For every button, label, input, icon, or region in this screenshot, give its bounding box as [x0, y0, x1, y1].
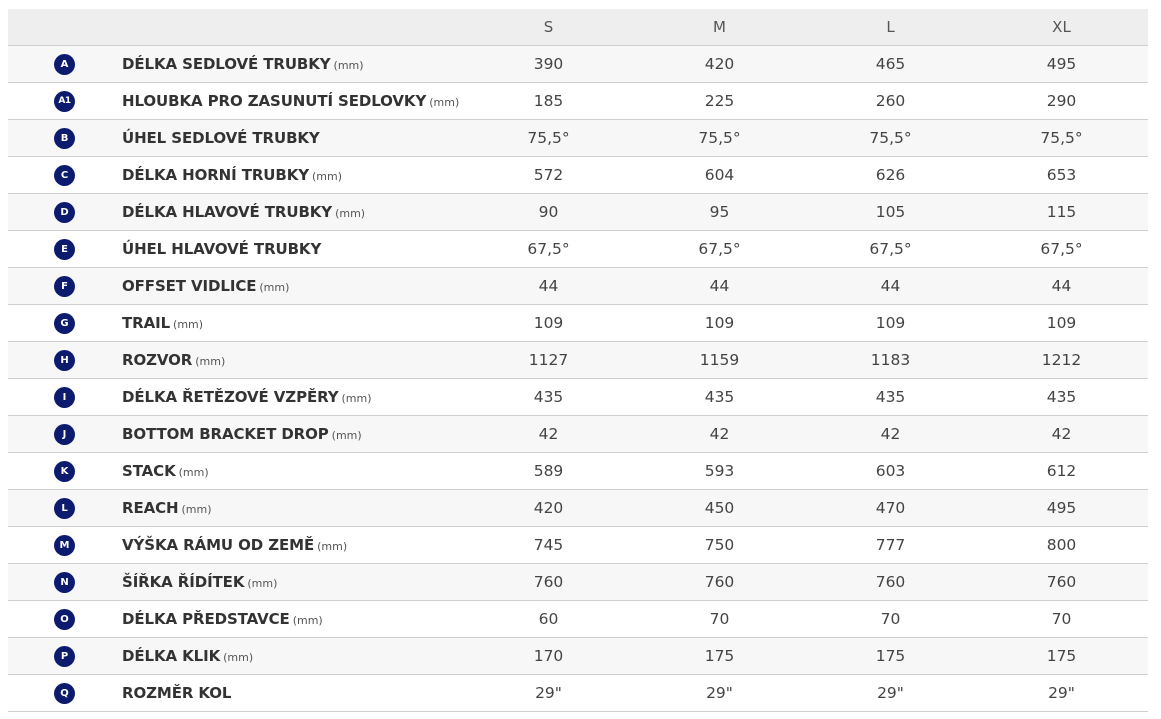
- measurement-badge: F: [54, 276, 75, 297]
- measurement-name: DÉLKA KLIK: [122, 647, 221, 665]
- value-cell-s: 572: [533, 166, 564, 184]
- value-cell-xl: 175: [1046, 647, 1077, 665]
- measurement-unit: (mm): [341, 392, 372, 405]
- table-row: [8, 230, 1148, 267]
- measurement-label: [122, 231, 324, 267]
- measurement-label: [122, 268, 289, 304]
- value-cell-l: 465: [875, 55, 906, 73]
- measurement-label: [122, 527, 347, 563]
- value-cell-l: 105: [875, 203, 906, 221]
- measurement-unit: (mm): [333, 59, 364, 72]
- value-cell-l: 29": [877, 684, 904, 702]
- measurement-name: ÚHEL HLAVOVÉ TRUBKY: [122, 240, 322, 258]
- measurement-label: [122, 305, 203, 341]
- value-cell-s: 67,5°: [527, 240, 570, 258]
- value-cell-l: 75,5°: [869, 129, 912, 147]
- measurement-badge: P: [54, 646, 75, 667]
- measurement-name: DÉLKA SEDLOVÉ TRUBKY: [122, 55, 331, 73]
- measurement-name: DÉLKA PŘEDSTAVCE: [122, 610, 290, 628]
- value-cell-m: 604: [704, 166, 735, 184]
- value-cell-m: 225: [704, 92, 735, 110]
- measurement-unit: (mm): [259, 281, 290, 294]
- value-cell-s: 745: [533, 536, 564, 554]
- value-cell-s: 109: [533, 314, 564, 332]
- value-cell-xl: 75,5°: [1040, 129, 1083, 147]
- value-cell-xl: 109: [1046, 314, 1077, 332]
- table-row: [8, 637, 1148, 674]
- table-row: [8, 193, 1148, 230]
- measurement-label: [122, 379, 372, 415]
- measurement-unit: (mm): [312, 170, 343, 183]
- measurement-unit: (mm): [195, 355, 226, 368]
- value-cell-m: 175: [704, 647, 735, 665]
- measurement-badge: H: [54, 350, 75, 371]
- measurement-label: [122, 638, 253, 674]
- value-cell-m: 435: [704, 388, 735, 406]
- measurement-name: OFFSET VIDLICE: [122, 277, 257, 295]
- table-row: [8, 452, 1148, 489]
- value-cell-s: 1127: [528, 351, 569, 369]
- value-cell-xl: 29": [1048, 684, 1075, 702]
- measurement-badge: E: [54, 239, 75, 260]
- value-cell-xl: 290: [1046, 92, 1077, 110]
- measurement-unit: (mm): [178, 466, 209, 479]
- table-row: [8, 489, 1148, 526]
- measurement-badge: J: [54, 424, 75, 445]
- measurement-badge: O: [54, 609, 75, 630]
- measurement-unit: (mm): [331, 429, 362, 442]
- value-cell-m: 750: [704, 536, 735, 554]
- measurement-badge: A: [54, 54, 75, 75]
- measurement-name: DÉLKA HORNÍ TRUBKY: [122, 166, 310, 184]
- value-cell-m: 67,5°: [698, 240, 741, 258]
- value-cell-m: 29": [706, 684, 733, 702]
- measurement-name: STACK: [122, 462, 176, 480]
- value-cell-s: 42: [538, 425, 559, 443]
- measurement-unit: (mm): [173, 318, 204, 331]
- value-cell-m: 42: [709, 425, 730, 443]
- value-cell-s: 90: [538, 203, 559, 221]
- table-row: [8, 378, 1148, 415]
- table-row: [8, 341, 1148, 378]
- measurement-label: [122, 194, 365, 230]
- measurement-label: [122, 83, 459, 119]
- value-cell-s: 420: [533, 499, 564, 517]
- measurement-label: [122, 601, 323, 637]
- value-cell-m: 593: [704, 462, 735, 480]
- value-cell-m: 450: [704, 499, 735, 517]
- measurement-badge: B: [54, 128, 75, 149]
- measurement-name: ÚHEL SEDLOVÉ TRUBKY: [122, 129, 320, 147]
- table-row: [8, 304, 1148, 341]
- measurement-badge: C: [54, 165, 75, 186]
- table-body: [8, 45, 1148, 712]
- value-cell-l: 67,5°: [869, 240, 912, 258]
- value-cell-xl: 115: [1046, 203, 1077, 221]
- value-cell-l: 175: [875, 647, 906, 665]
- measurement-badge: L: [54, 498, 75, 519]
- measurement-name: ROZMĚR KOL: [122, 684, 232, 702]
- value-cell-m: 95: [709, 203, 730, 221]
- measurement-unit: (mm): [317, 540, 348, 553]
- value-cell-xl: 42: [1051, 425, 1072, 443]
- value-cell-l: 260: [875, 92, 906, 110]
- table-row: [8, 267, 1148, 304]
- value-cell-xl: 495: [1046, 499, 1077, 517]
- measurement-name: ŠÍŘKA ŘÍDÍTEK: [122, 573, 245, 591]
- value-cell-m: 1159: [699, 351, 740, 369]
- measurement-label: [122, 120, 323, 156]
- measurement-label: [122, 342, 225, 378]
- measurement-badge: D: [54, 202, 75, 223]
- measurement-label: [122, 157, 342, 193]
- measurement-badge: M: [54, 535, 75, 556]
- value-cell-xl: 1212: [1041, 351, 1082, 369]
- table-row: [8, 415, 1148, 452]
- value-cell-xl: 612: [1046, 462, 1077, 480]
- value-cell-s: 435: [533, 388, 564, 406]
- value-cell-xl: 67,5°: [1040, 240, 1083, 258]
- value-cell-xl: 760: [1046, 573, 1077, 591]
- table-row: [8, 600, 1148, 637]
- table-row: [8, 45, 1148, 82]
- measurement-unit: (mm): [247, 577, 278, 590]
- table-row: [8, 674, 1148, 712]
- measurement-unit: (mm): [429, 96, 460, 109]
- value-cell-m: 70: [709, 610, 730, 628]
- value-cell-xl: 44: [1051, 277, 1072, 295]
- measurement-name: REACH: [122, 499, 179, 517]
- geometry-table: [8, 9, 1148, 712]
- column-header-s: S: [543, 18, 554, 36]
- value-cell-s: 44: [538, 277, 559, 295]
- table-row: [8, 563, 1148, 600]
- measurement-label: [122, 46, 364, 82]
- value-cell-s: 390: [533, 55, 564, 73]
- measurement-badge: A1: [54, 91, 75, 112]
- measurement-label: [122, 490, 211, 526]
- value-cell-s: 60: [538, 610, 559, 628]
- measurement-unit: (mm): [335, 207, 366, 220]
- measurement-name: BOTTOM BRACKET DROP: [122, 425, 329, 443]
- value-cell-m: 760: [704, 573, 735, 591]
- table-row: [8, 526, 1148, 563]
- value-cell-s: 29": [535, 684, 562, 702]
- measurement-name: HLOUBKA PRO ZASUNUTÍ SEDLOVKY: [122, 92, 427, 110]
- value-cell-l: 777: [875, 536, 906, 554]
- value-cell-xl: 653: [1046, 166, 1077, 184]
- measurement-unit: (mm): [181, 503, 212, 516]
- value-cell-l: 44: [880, 277, 901, 295]
- column-header-xl: XL: [1052, 18, 1071, 36]
- column-header-m: M: [713, 18, 726, 36]
- value-cell-xl: 70: [1051, 610, 1072, 628]
- measurement-badge: K: [54, 461, 75, 482]
- table-row: [8, 82, 1148, 119]
- value-cell-l: 109: [875, 314, 906, 332]
- value-cell-s: 760: [533, 573, 564, 591]
- value-cell-s: 170: [533, 647, 564, 665]
- column-header-l: L: [886, 18, 895, 36]
- table-header: [8, 9, 1148, 45]
- measurement-label: [122, 564, 277, 600]
- value-cell-s: 589: [533, 462, 564, 480]
- measurement-badge: N: [54, 572, 75, 593]
- measurement-name: DÉLKA ŘETĚZOVÉ VZPĚRY: [122, 388, 339, 406]
- measurement-name: ROZVOR: [122, 351, 193, 369]
- measurement-unit: (mm): [292, 614, 323, 627]
- value-cell-l: 603: [875, 462, 906, 480]
- measurement-badge: I: [54, 387, 75, 408]
- value-cell-l: 626: [875, 166, 906, 184]
- value-cell-m: 75,5°: [698, 129, 741, 147]
- value-cell-m: 109: [704, 314, 735, 332]
- value-cell-l: 760: [875, 573, 906, 591]
- table-row: [8, 119, 1148, 156]
- value-cell-m: 420: [704, 55, 735, 73]
- measurement-label: [122, 453, 209, 489]
- value-cell-l: 1183: [870, 351, 911, 369]
- measurement-unit: (mm): [223, 651, 254, 664]
- table-row: [8, 156, 1148, 193]
- measurement-label: [122, 416, 362, 452]
- measurement-badge: Q: [54, 683, 75, 704]
- value-cell-s: 185: [533, 92, 564, 110]
- measurement-name: DÉLKA HLAVOVÉ TRUBKY: [122, 203, 333, 221]
- value-cell-xl: 495: [1046, 55, 1077, 73]
- value-cell-xl: 435: [1046, 388, 1077, 406]
- measurement-name: TRAIL: [122, 314, 171, 332]
- value-cell-l: 42: [880, 425, 901, 443]
- value-cell-l: 435: [875, 388, 906, 406]
- value-cell-s: 75,5°: [527, 129, 570, 147]
- measurement-label: [122, 675, 234, 711]
- value-cell-m: 44: [709, 277, 730, 295]
- measurement-name: VÝŠKA RÁMU OD ZEMĚ: [122, 536, 315, 554]
- value-cell-l: 470: [875, 499, 906, 517]
- value-cell-xl: 800: [1046, 536, 1077, 554]
- measurement-badge: G: [54, 313, 75, 334]
- value-cell-l: 70: [880, 610, 901, 628]
